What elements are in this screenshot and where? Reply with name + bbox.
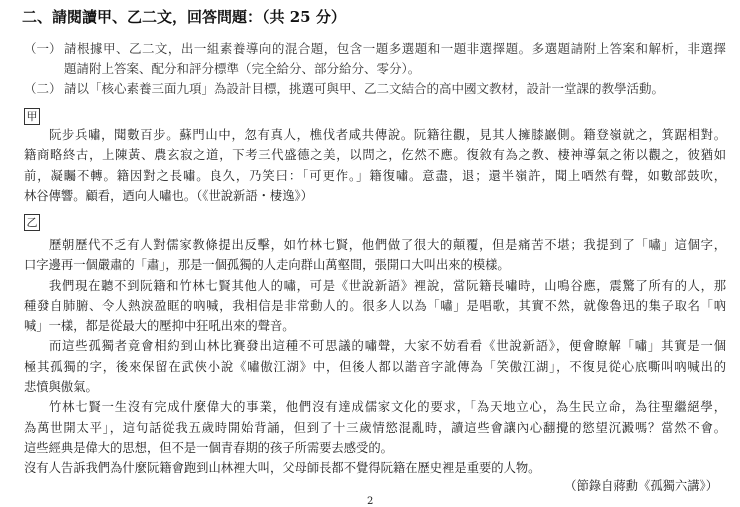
text-a-body [24,125,726,206]
text-line: 阮步兵嘯，聞數百步。蘇門山中，忽有真人，樵伐者咸共傳說。阮籍往觀，見其人擁膝巖側。籍登嶺就之，箕踞相對。 [49,128,726,142]
question-text: 請以「核心素養三面九項」為設計目標，挑選可與甲、乙二文結合的高中國文教材，設計一堂課的教學活動。 [64,81,665,96]
question-1 [24,39,726,59]
text-line: 這些經典是偉大的思想，但不是一個青春期的孩子所需要去感受的。 [24,440,393,455]
question-2 [24,79,726,99]
text-line: 籍商略終古，上陳黃、農玄寂之道，下考三代盛德之美，以問之，仡然不應。復敘有為之教、棲神導氣之術以觀之，彼猶如 [24,148,726,163]
text-line: 為萬世開太平」，這句話從我五歲時開始背誦，但到了十三歲情慾混亂時，讀這些會讓內心翻攪的慾望沉澱嗎？當然不會。 [24,420,726,435]
text-line: 喊」一樣，都是從最大的壓抑中狂吼出來的聲音。 [24,319,295,334]
question-list [24,39,726,99]
question-text: 請根據甲、乙二文，出一組素養導向的混合題，包含一題多選題和一題非選擇題。多選題請附上答案和解析，非選擇 [64,41,726,56]
text-line: 竹林七賢一生沒有完成什麼偉大的事業，他們沒有達成儒家文化的要求，「為天地立心，為生民立命，為往聖繼絕學， [49,400,726,415]
text-line: 前，凝矚不轉。籍因對之長嘯。良久，乃笑曰：「可更作。」籍復嘯。意盡，退；還半嶺許，聞上唒然有聲，如數部鼓吹， [24,168,726,183]
question-label-spacer [24,59,64,79]
text-line: 口字邊再一個嚴肅的「肅」，那是一個孤獨的人走向群山萬壑間，張開口大叫出來的模樣。 [24,258,510,273]
text-line: 林谷傳響。顧看，迺向人嘯也。（《世說新語・棲逸》） [24,188,313,203]
text-line: 沒有人告訴我們為什麼阮籍會跑到山林裡大叫，父母師長都不覺得阮籍在歷史裡是重要的人物。 [24,461,541,476]
question-label: （二） [24,81,62,96]
text-line: 極其孤獨的字，後來保留在武俠小說《嘯傲江湖》中，但後人都以諧音字訛傳為「笑傲江湖」，不復見從心底嘶叫吶喊出的 [24,359,726,374]
question-label: （一） [24,41,62,56]
question-1-cont [24,59,726,79]
text-b-label: 乙 [24,214,40,231]
text-line: 我們現在聽不到阮籍和竹林七賢其他人的嘯，可是《世說新語》裡說，當阮籍長嘯時，山鳴谷應，震驚了所有的人，那 [49,278,726,293]
text-b-body [24,235,726,479]
text-line: 歷朝歷代不乏有人對儒家教條提出反擊，如竹林七賢，他們做了很大的顛覆，但是痛苦不堪；我提到了「嘯」這個字， [49,238,726,252]
text-b-source: （節錄自蔣勳《孤獨六講》） [564,479,718,493]
text-line: 而這些孤獨者竟會相約到山林比賽發出這種不可思議的嘯聲，大家不妨看看《世說新語》，便會瞭解「嘯」其實是一個 [49,339,726,354]
text-line: 種發自肺腑、令人熱淚盈眶的吶喊，我相信是非常動人的。很多人以為「嘯」是唱歌，其實不然，就像魯迅的集子取名「吶 [24,298,726,313]
text-line: 悲憤與傲氣。 [24,380,98,395]
page-number: 2 [367,496,374,507]
text-a-label: 甲 [24,108,40,125]
section-title: 二、請閱讀甲、乙二文，回答問題：（共 25 分） [22,8,346,26]
question-text: 題請附上答案、配分和評分標準（完全給分、部分給分、零分）。 [64,61,421,76]
